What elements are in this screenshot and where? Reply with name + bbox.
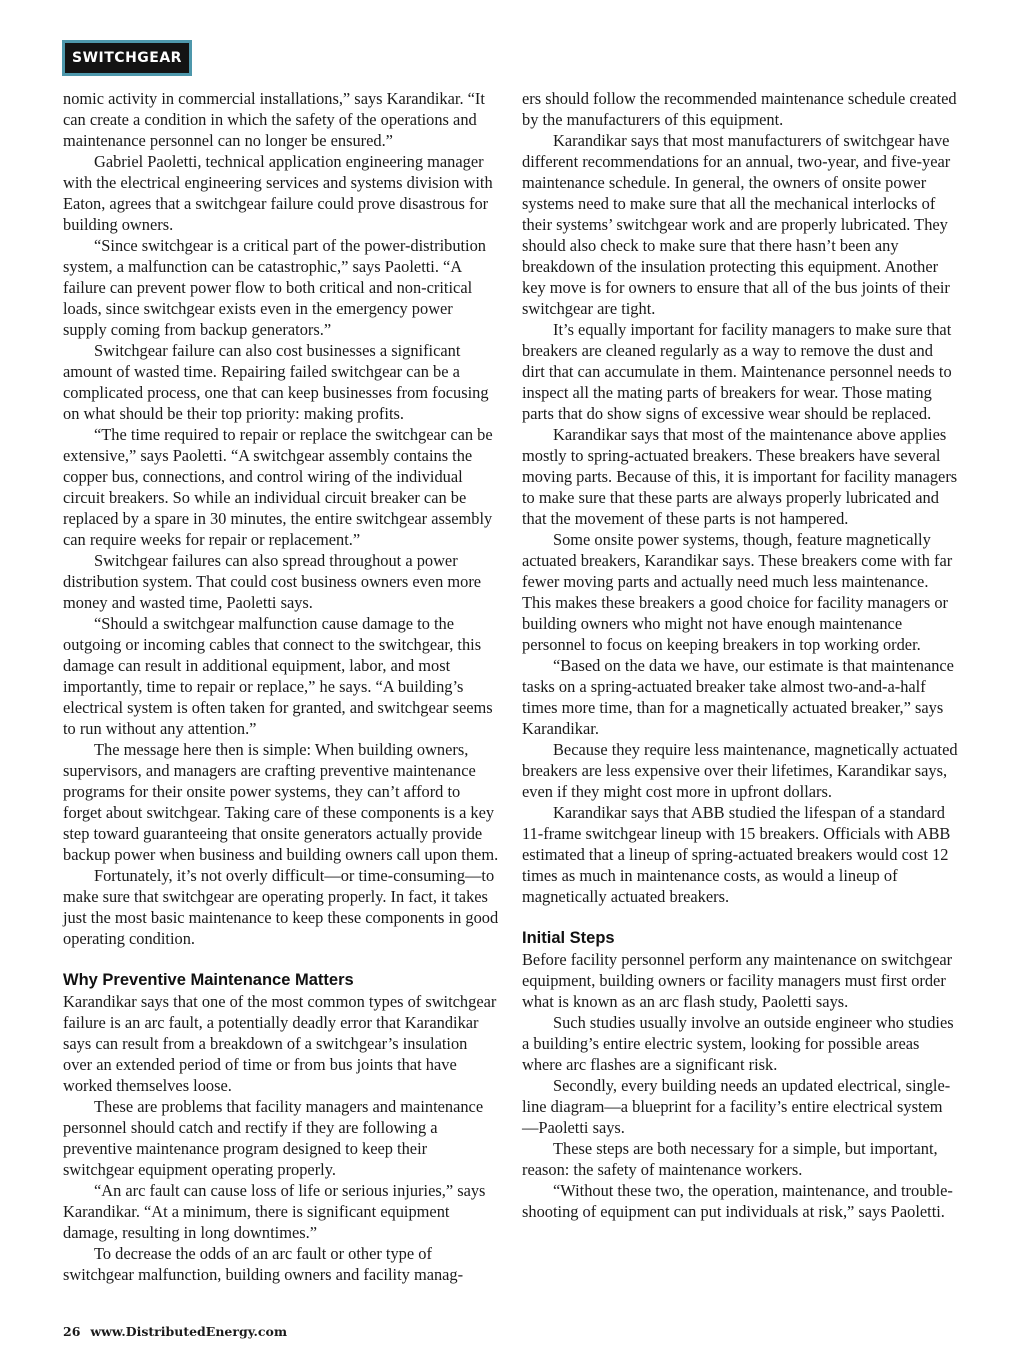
body-paragraph: Karandikar says that ABB studied the lifespan of a standard 11-frame switchgear lineup with 15 breakers. Officials with ABB estimated that a lineup of spring-actuated breakers would cost 12 times as much in maintenance costs, as would a lineup of magnetically actuated breakers. xyxy=(522,803,951,906)
body-paragraph: Karandikar says that most manufacturers of switchgear have different recommendations for an annual, two-year, and five-year maintenance schedule. In general, the owners of onsite power systems need to make sure that all the mechanical interlocks of their systems’ switchgear work and are properly lubricated. They should also check to make sure that there hasn’t been any breakdown of the insulation protecting this equipment. Another key move is for owners to ensure that all of the bus joints of their switchgear are tight. xyxy=(522,131,951,318)
body-paragraph: Switchgear failures can also spread throughout a power distribution system. That could cost business owners even more money and wasted time, Paoletti says. xyxy=(63,551,482,612)
body-paragraph: It’s equally important for facility managers to make sure that breakers are cleaned regularly as a way to remove the dust and dirt that can accumulate in them. Maintenance personnel needs to inspect all the mating parts of breakers for wear. Those mating parts that do show signs of excessive wear should be replaced. xyxy=(522,320,952,423)
body-paragraph: Karandikar says that most of the maintenance above applies mostly to spring-actuated breakers. These breakers have several moving parts. Because of this, it is important for facility managers to make sure that these parts are always properly lubricated and that the movement of these parts is not hampered. xyxy=(522,425,958,528)
body-paragraph: Switchgear failure can also cost businesses a significant amount of wasted time. Repairing failed switchgear can be a complicated process, one that can keep businesses from focusing on what should be their top priority: making profits. xyxy=(63,341,489,423)
body-paragraph: To decrease the odds of an arc fault or other type of switchgear malfunction, building owners and facility manag- xyxy=(63,1244,464,1284)
body-paragraph: Fortunately, it’s not overly difficult—or time-consuming—to make sure that switchgear are operating properly. In fact, it takes just the most basic maintenance to keep these components in good operating condition. xyxy=(63,866,499,948)
body-paragraph: Such studies usually involve an outside engineer who studies a building’s entire electric system, looking for possible areas where arc flashes are a significant risk. xyxy=(522,1013,954,1074)
left-column xyxy=(63,88,499,1285)
body-paragraph: nomic activity in commercial installations,” says Karandikar. “It can create a condition in which the safety of the operations and maintenance personnel can no longer be ensured.” xyxy=(63,89,485,150)
body-paragraph: “The time required to repair or replace the switchgear can be extensive,” says Paoletti. “A switchgear assembly contains the copper bus, connections, and control wiring of the individual circuit breakers. So while an individual circuit breaker can be replaced by a spare in 30 minutes, the entire switchgear assembly can require weeks for repair or replacement.” xyxy=(63,425,493,549)
body-paragraph: Karandikar says that one of the most common types of switchgear failure is an arc fault, a potentially deadly error that Karandikar says can result from a breakdown of a switchgear’s insulation over an extended period of time or from bus joints that have worked themselves loose. xyxy=(63,992,497,1095)
body-paragraph: These steps are both necessary for a simple, but important, reason: the safety of maintenance workers. xyxy=(522,1139,938,1179)
body-paragraph: Secondly, every building needs an updated electrical, single-line diagram—a blueprint for a facility’s entire electrical system—Paoletti says. xyxy=(522,1076,951,1137)
body-paragraph: ers should follow the recommended maintenance schedule created by the manufacturers of this equipment. xyxy=(522,89,957,129)
section-heading: Why Preventive Maintenance Matters xyxy=(63,971,354,989)
right-column xyxy=(522,88,958,1222)
page-number: 26 xyxy=(63,1324,81,1339)
body-paragraph: The message here then is simple: When building owners, supervisors, and managers are crafting preventive maintenance programs for their onsite power systems, they can’t afford to forget about switchgear. Taking care of these components is a key step toward guaranteeing that onsite generators actually provide backup power when business and building owners call upon them. xyxy=(63,740,499,864)
body-paragraph: These are problems that facility managers and maintenance personnel should catch and rectify if they are following a preventive maintenance program designed to keep their switchgear equipment operating properly. xyxy=(63,1097,484,1179)
section-label: SWITCHGEAR xyxy=(65,43,189,73)
body-paragraph: “Without these two, the operation, maintenance, and trouble-shooting of equipment can put individuals at risk,” says Paoletti. xyxy=(522,1181,953,1221)
body-paragraph: Gabriel Paoletti, technical application engineering manager with the electrical engineering services and systems division with Eaton, agrees that a switchgear failure could prove disastrous for building owners. xyxy=(63,152,493,234)
body-paragraph: “Since switchgear is a critical part of the power-distribution system, a malfunction can be catastrophic,” says Paoletti. “A failure can prevent power flow to both critical and non-critical loads, since switchgear exists even in the emergency power supply coming from backup generators.” xyxy=(63,236,487,339)
body-paragraph: “Based on the data we have, our estimate is that maintenance tasks on a spring-actuated breaker take almost two-and-a-half times more time, than for a magnetically actuated breaker,” says Karandikar. xyxy=(522,656,954,738)
page-footer xyxy=(63,1324,287,1339)
section-badge xyxy=(62,40,192,76)
footer-url[interactable]: www.DistributedEnergy.com xyxy=(90,1324,288,1339)
section-heading: Initial Steps xyxy=(522,929,615,947)
body-paragraph: Because they require less maintenance, magnetically actuated breakers are less expensive over their lifetimes, Karandikar says, even if they might cost more in upfront dollars. xyxy=(522,740,958,801)
body-paragraph: Some onsite power systems, though, feature magnetically actuated breakers, Karandikar says. These breakers come with far fewer moving parts and actually need much less maintenance. This makes these breakers a good choice for facility managers or building owners who might not have enough maintenance personnel to focus on keeping breakers in top working order. xyxy=(522,530,953,654)
body-paragraph: “An arc fault can cause loss of life or serious injuries,” says Karandikar. “At a minimum, there is significant equipment damage, resulting in long downtimes.” xyxy=(63,1181,486,1242)
body-paragraph: Before facility personnel perform any maintenance on switchgear equipment, building owners or facility managers must first order what is known as an arc flash study, Paoletti says. xyxy=(522,950,953,1011)
body-paragraph: “Should a switchgear malfunction cause damage to the outgoing or incoming cables that connect to the switchgear, this damage can result in additional equipment, labor, and most importantly, time to repair or replace,” he says. “A building’s electrical system is often taken for granted, and switchgear seems to run without any attention.” xyxy=(63,614,493,738)
